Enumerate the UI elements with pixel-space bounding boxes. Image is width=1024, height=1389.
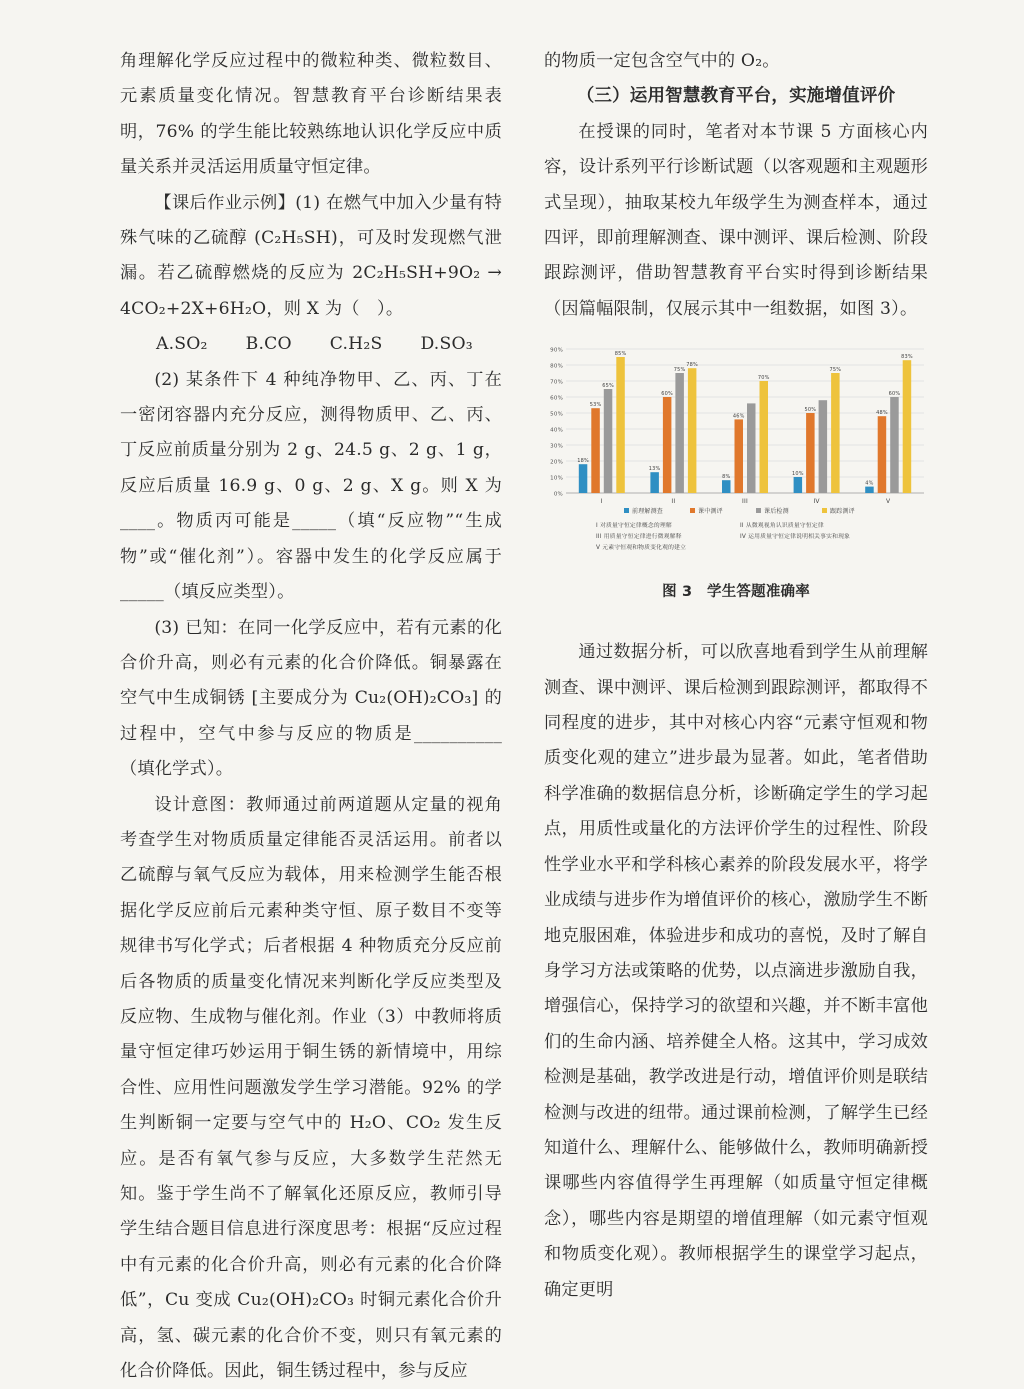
homework-question-2: (2) 某条件下 4 种纯净物甲、乙、丙、丁在一密闭容器内充分反应，测得物质甲、乙、丙、丁反应前质量分别为 2 g、24.5 g、2 g、1 g，反应后质量 16.9 g、0 g、2 g、X g。则 X 为____。物质丙可能是_____（填“反应物”“生成物”或“催化剂”）。容器中发生的化学反应属于_____（填反应类型）。 <box>120 369 502 603</box>
data-label: 10% <box>791 471 804 478</box>
option-d: D.SO₃ <box>420 334 473 355</box>
legend-label: 前理解测查 <box>632 508 664 516</box>
data-label: 78% <box>686 362 699 369</box>
section-title: （三）运用智慧教育平台，实施增值评价 <box>576 86 896 107</box>
data-label: 13% <box>648 466 661 473</box>
data-label: 48% <box>876 410 888 417</box>
x-tick-label: III <box>742 498 748 506</box>
legend-label: 课中测评 <box>698 508 723 516</box>
y-tick-label: 0% <box>553 491 563 498</box>
y-tick-label: 10% <box>550 475 563 482</box>
data-label: 75% <box>673 367 686 374</box>
y-tick-label: 40% <box>550 427 563 434</box>
legend-swatch <box>624 508 629 513</box>
data-label: 85% <box>614 351 627 358</box>
y-tick-label: 90% <box>550 347 563 354</box>
category-note: V 元素守恒观和物质变化观的建立 <box>596 545 687 552</box>
x-tick-label: IV <box>813 498 820 506</box>
bar <box>675 373 684 493</box>
category-note: IV 运用质量守恒定律说明相关事实和现象 <box>740 534 851 541</box>
x-tick-label: V <box>886 498 891 506</box>
data-label: 65% <box>602 383 614 390</box>
bar <box>878 416 887 493</box>
bar <box>722 480 731 493</box>
y-tick-label: 60% <box>550 395 563 402</box>
bar <box>747 404 756 494</box>
bar <box>688 368 697 493</box>
bar <box>831 373 840 493</box>
paragraph: 的物质一定包含空气中的 O₂。 <box>544 51 780 71</box>
option-a: A.SO₂ <box>156 334 208 355</box>
right-column <box>544 44 928 1308</box>
paragraph: 在授课的同时，笔者对本节课 5 方面核心内容，设计系列平行诊断试题（以客观题和主观题形式呈现），抽取某校九年级学生为测查样本，通过四评，即前理解测查、课中测评、课后检测、阶段跟踪测评，借助智慧教育平台实时得到诊断结果（因篇幅限制，仅展示其中一组数据，如图 3）。 <box>544 121 928 319</box>
x-tick-label: II <box>671 498 676 506</box>
x-tick-label: I <box>600 498 603 506</box>
bar <box>735 420 744 494</box>
design-intent-paragraph: 设计意图：教师通过前两道题从定量的视角考查学生对物质质量定律能否灵活运用。前者以乙硫醇与氧气反应为载体，用来检测学生能否根据化学反应前后元素种类守恒、原子数目不变等规律书写化学式；后者根据 4 种物质充分反应前后各物质的质量变化情况来判断化学反应类型及反应物、生成物与催化剂。作业（3）中教师将质量守恒定律巧妙运用于铜生锈的新情境中，用综合性、应用性问题激发学生学习潜能。92% 的学生判断铜一定要与空气中的 H₂O、CO₂ 发生反应。是否有氧气参与反应，大多数学生茫然无知。鉴于学生尚不了解氧化还原反应，教师引导学生结合题目信息进行深度思考：根据“反应过程中有元素的化合价升高，则必有元素的化合价降低”，Cu 变成 Cu₂(OH)₂CO₃ 时铜元素化合价升高，氢、碳元素的化合价不变，则只有氧元素的化合价降低。因此，铜生锈过程中，参与反应 <box>120 794 502 1382</box>
bar <box>663 397 672 493</box>
bar <box>591 408 600 493</box>
category-note: I 对质量守恒定律概念的理解 <box>596 523 672 530</box>
y-tick-label: 50% <box>550 411 563 418</box>
data-label: 50% <box>804 407 817 414</box>
data-label: 4% <box>865 480 874 487</box>
category-note: II 从微观视角认识质量守恒定律 <box>740 523 824 530</box>
legend-label: 课后检测 <box>764 508 789 516</box>
analysis-paragraph: 通过数据分析，可以欣喜地看到学生从前理解测查、课中测评、课后检测到跟踪测评，都取得不同程度的进步，其中对核心内容“元素守恒观和物质变化观的建立”进步最为显著。如此，笔者借助科学准确的数据信息分析，诊断确定学生的学习起点，用质性或量化的方法评价学生的过程性、阶段性学业水平和学科核心素养的阶段发展水平，将学业成绩与进步作为增值评价的核心，激励学生不断地克服困难，体验进步和成功的喜悦，及时了解自身学习方法或策略的优势，以点滴进步激励自我，增强信心，保持学习的欲望和兴趣，并不断丰富他们的生命内涵、培养健全人格。这其中，学习成效检测是基础，教学改进是行动，增值评价则是联结检测与改进的纽带。通过课前检测，了解学生已经知道什么、理解什么、能够做什么，教师明确新授课哪些内容值得学生再理解（如质量守恒定律概念），哪些内容是期望的增值理解（如元素守恒观和物质变化观）。教师根据学生的课堂学习起点，确定更明 <box>544 642 928 1300</box>
bar <box>865 487 874 493</box>
bar <box>890 397 899 493</box>
left-column <box>120 44 502 1389</box>
data-label: 70% <box>757 375 770 382</box>
category-note: III 用质量守恒定律进行微观解释 <box>596 534 682 541</box>
data-label: 60% <box>661 391 674 398</box>
data-label: 8% <box>722 474 731 481</box>
data-label: 83% <box>901 354 913 361</box>
bar <box>760 381 769 493</box>
bar <box>819 400 828 493</box>
answer-options <box>120 327 502 362</box>
y-tick-label: 70% <box>550 379 563 386</box>
legend-swatch <box>756 508 761 513</box>
bar <box>579 464 588 493</box>
legend-label: 跟踪测评 <box>830 508 855 516</box>
y-tick-label: 80% <box>550 363 563 370</box>
legend-swatch <box>822 508 827 513</box>
option-c: C.H₂S <box>329 334 383 355</box>
bar <box>794 477 803 493</box>
data-label: 46% <box>732 413 745 420</box>
data-label: 75% <box>829 367 842 374</box>
legend-swatch <box>690 508 695 513</box>
bar <box>604 389 613 493</box>
accuracy-bar-chart <box>544 341 928 573</box>
bar <box>806 413 815 493</box>
homework-question-1: 【课后作业示例】(1) 在燃气中加入少量有特殊气味的乙硫醇 (C₂H₅SH)，可及时发现燃气泄漏。若乙硫醇燃烧的反应为 2C₂H₅SH+9O₂ → 4CO₂+2X+6H₂O，则 X 为（ ）。 <box>120 192 502 319</box>
y-tick-label: 20% <box>550 459 563 466</box>
bar <box>903 360 912 493</box>
option-b: B.CO <box>245 334 292 355</box>
data-label: 60% <box>888 391 901 398</box>
y-tick-label: 30% <box>550 443 563 450</box>
figure-caption: 图 3 学生答题准确率 <box>662 584 810 601</box>
homework-question-3: (3) 已知：在同一化学反应中，若有元素的化合价升高，则必有元素的化合价降低。铜暴露在空气中生成铜锈 [主要成分为 Cu₂(OH)₂CO₃] 的过程中，空气中参与反应的物质是__________（填化学式）。 <box>120 617 502 780</box>
bar <box>650 472 659 493</box>
data-label: 53% <box>589 402 602 409</box>
data-label: 18% <box>577 458 589 465</box>
paragraph: 角理解化学反应过程中的微粒种类、微粒数目、元素质量变化情况。智慧教育平台诊断结果表明，76% 的学生能比较熟练地认识化学反应中质量关系并灵活运用质量守恒定律。 <box>120 51 502 178</box>
bar <box>616 357 625 493</box>
